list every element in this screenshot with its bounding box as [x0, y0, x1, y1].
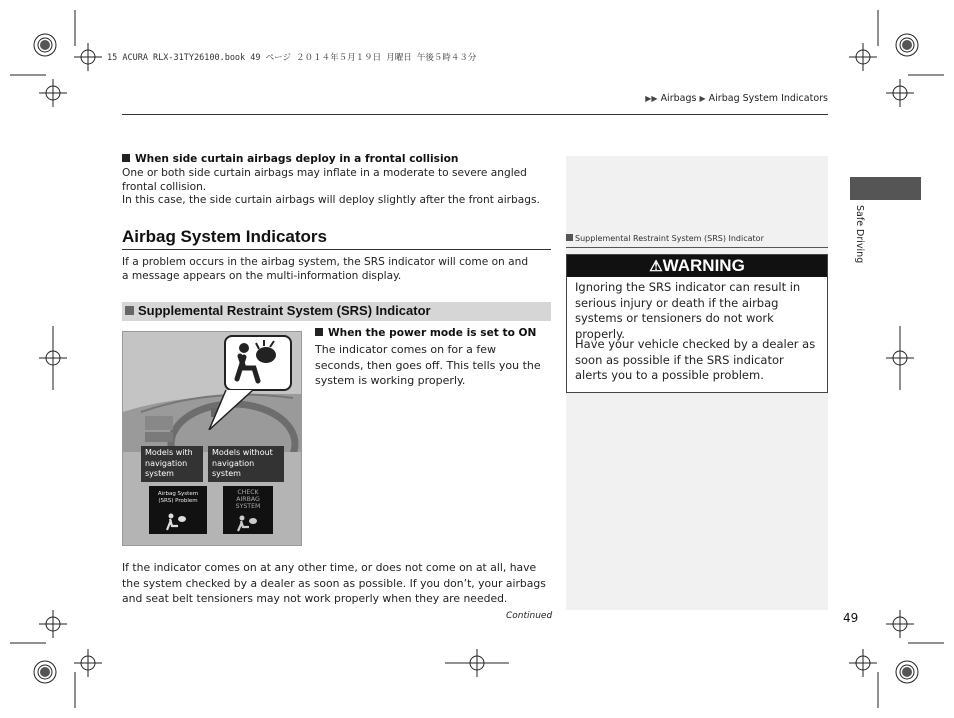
warning-box	[566, 254, 828, 393]
intro-line1: One or both side curtain airbags may inflate in a moderate to severe angled frontal collision.	[122, 167, 527, 193]
dashboard-illustration	[122, 331, 302, 546]
nav-display-text: Airbag System (SRS) Problem	[157, 491, 199, 504]
warning-text-2: Have your vehicle checked by a dealer as soon as possible if the SRS indicator alerts you to a possible problem.	[575, 337, 816, 382]
warning-triangle-icon: ⚠	[649, 258, 663, 275]
file-tag: 15 ACURA RLX-31TY26100.book 49 ページ ２０１４年５月１９日 月曜日 午後５時４３分	[107, 53, 477, 63]
section-title: Airbag System Indicators	[122, 227, 328, 246]
breadcrumb-arrow-icon: ▶▶	[645, 94, 658, 103]
square-bullet-icon	[122, 154, 130, 162]
nonav-display-text: CHECK AIRBAG SYSTEM	[235, 489, 261, 510]
airbag-person-icon	[226, 337, 290, 389]
intro-line2: In this case, the side curtain airbags will deploy slightly after the front airbags.	[122, 194, 540, 206]
power-mode-heading: When the power mode is set to ON	[315, 327, 536, 341]
warning-header: ⚠WARNING	[567, 255, 827, 277]
srs-indicator-callout	[224, 335, 292, 391]
header-rule	[122, 114, 828, 115]
subsection-title: Supplemental Restraint System (SRS) Indicator	[138, 303, 431, 318]
other-time-body: If the indicator comes on at any other time, or does not come on at all, have the system checked by a dealer as soon as possible. If you don’t, your airbags and seat belt tensioners may not work properly when they are needed.	[122, 561, 546, 605]
sidebar-reference[interactable]: Supplemental Restraint System (SRS) Indicator	[566, 234, 764, 243]
section-body: If a problem occurs in the airbag system, the SRS indicator will come on and a message appears on the multi-information display.	[122, 256, 529, 282]
reference-arrow-icon	[566, 234, 573, 241]
power-mode-body: The indicator comes on for a few seconds, then goes off. This tells you the system is working properly.	[315, 343, 541, 387]
subsection-square-icon	[125, 306, 134, 315]
section-rule	[122, 249, 551, 250]
callout-pointer	[203, 390, 263, 430]
continued-label: Continued	[506, 611, 553, 621]
breadcrumb-arrow-icon: ▶	[699, 94, 706, 103]
sidebar-rule	[566, 247, 828, 248]
nonav-models-label: Models without navigation system	[208, 446, 284, 482]
nav-display	[149, 486, 207, 534]
page-number: 49	[843, 611, 859, 625]
square-bullet-icon	[315, 328, 323, 336]
warning-text-1: Ignoring the SRS indicator can result in serious injury or death if the airbag systems or tensioners do not work properly.	[575, 280, 801, 341]
nonav-airbag-icon	[223, 513, 273, 533]
breadcrumb-item-indicators[interactable]: Airbag System Indicators	[708, 93, 828, 104]
nav-models-label: Models with navigation system	[141, 446, 203, 482]
nonav-display	[223, 486, 273, 534]
breadcrumb	[645, 93, 828, 104]
section-tab[interactable]	[850, 177, 921, 200]
breadcrumb-item-airbags[interactable]: Airbags	[660, 93, 697, 104]
nav-airbag-icon	[149, 511, 207, 533]
intro-heading: When side curtain airbags deploy in a frontal collision	[122, 153, 458, 167]
section-tab-label: Safe Driving	[854, 205, 865, 264]
